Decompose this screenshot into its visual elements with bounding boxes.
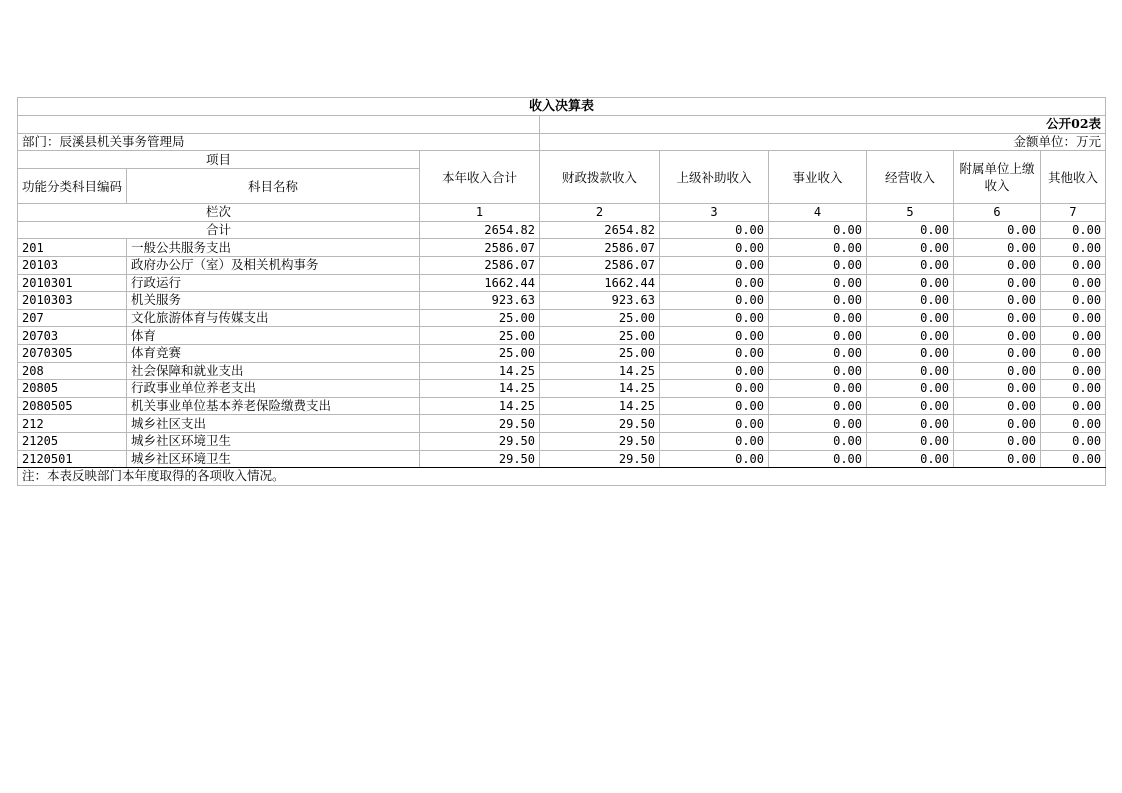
row-value: 14.25: [420, 362, 540, 380]
column-number: 1: [420, 204, 540, 222]
row-code: 208: [18, 362, 127, 380]
row-value: 2586.07: [420, 256, 540, 274]
table-row: [18, 327, 1106, 345]
table-row: [18, 309, 1106, 327]
total-value: 2654.82: [420, 221, 540, 239]
row-value: 0.00: [1041, 432, 1106, 450]
row-value: 0.00: [769, 239, 867, 257]
table-row: [18, 274, 1106, 292]
table-row: [18, 380, 1106, 398]
row-value: 0.00: [660, 397, 769, 415]
row-name: 体育竞赛: [127, 344, 420, 362]
row-value: 0.00: [954, 292, 1041, 310]
row-code: 207: [18, 309, 127, 327]
column-number: 2: [540, 204, 660, 222]
row-code: 2080505: [18, 397, 127, 415]
row-value: 1662.44: [420, 274, 540, 292]
row-value: 14.25: [420, 380, 540, 398]
row-value: 0.00: [769, 327, 867, 345]
row-value: 923.63: [540, 292, 660, 310]
row-code: 201: [18, 239, 127, 257]
column-number: 3: [660, 204, 769, 222]
row-value: 0.00: [660, 256, 769, 274]
row-code: 2010301: [18, 274, 127, 292]
table-row: [18, 344, 1106, 362]
row-value: 0.00: [954, 327, 1041, 345]
column-number: 4: [769, 204, 867, 222]
row-value: 0.00: [954, 415, 1041, 433]
row-value: 0.00: [769, 450, 867, 468]
row-value: 0.00: [954, 309, 1041, 327]
header-col5: 经营收入: [867, 151, 954, 204]
row-value: 0.00: [1041, 327, 1106, 345]
row-name: 体育: [127, 327, 420, 345]
row-name: 政府办公厅（室）及相关机构事务: [127, 256, 420, 274]
row-value: 25.00: [420, 344, 540, 362]
row-value: 923.63: [420, 292, 540, 310]
row-value: 0.00: [769, 256, 867, 274]
row-value: 0.00: [954, 362, 1041, 380]
row-value: 0.00: [1041, 256, 1106, 274]
row-value: 14.25: [540, 362, 660, 380]
row-value: 0.00: [867, 309, 954, 327]
header-col1: 本年收入合计: [420, 151, 540, 204]
total-label: 合计: [18, 221, 420, 239]
row-value: 0.00: [867, 450, 954, 468]
row-value: 0.00: [660, 274, 769, 292]
row-value: 0.00: [660, 309, 769, 327]
row-value: 0.00: [867, 274, 954, 292]
row-value: 25.00: [420, 327, 540, 345]
row-value: 0.00: [867, 415, 954, 433]
total-value: 0.00: [867, 221, 954, 239]
row-value: 0.00: [660, 415, 769, 433]
row-name: 行政运行: [127, 274, 420, 292]
row-code: 20805: [18, 380, 127, 398]
row-value: 0.00: [867, 432, 954, 450]
row-value: 0.00: [1041, 415, 1106, 433]
row-value: 0.00: [867, 344, 954, 362]
row-value: 0.00: [867, 239, 954, 257]
form-code: 公开02表: [540, 116, 1106, 134]
table-row: [18, 450, 1106, 468]
row-name: 文化旅游体育与传媒支出: [127, 309, 420, 327]
column-index-label: 栏次: [18, 204, 420, 222]
row-name: 城乡社区支出: [127, 415, 420, 433]
row-value: 25.00: [540, 344, 660, 362]
row-value: 0.00: [660, 327, 769, 345]
row-code: 20103: [18, 256, 127, 274]
row-value: 0.00: [867, 327, 954, 345]
row-value: 14.25: [420, 397, 540, 415]
blank-cell: [18, 116, 540, 134]
row-value: 0.00: [954, 432, 1041, 450]
row-value: 0.00: [954, 256, 1041, 274]
row-value: 14.25: [540, 397, 660, 415]
row-code: 2120501: [18, 450, 127, 468]
row-name: 机关事业单位基本养老保险缴费支出: [127, 397, 420, 415]
row-value: 0.00: [1041, 450, 1106, 468]
row-name: 行政事业单位养老支出: [127, 380, 420, 398]
row-value: 0.00: [954, 239, 1041, 257]
row-value: 0.00: [1041, 239, 1106, 257]
header-name: 科目名称: [127, 169, 420, 204]
row-name: 机关服务: [127, 292, 420, 310]
row-value: 0.00: [1041, 344, 1106, 362]
row-value: 0.00: [954, 274, 1041, 292]
table-row: [18, 292, 1106, 310]
row-value: 0.00: [660, 344, 769, 362]
row-value: 29.50: [420, 450, 540, 468]
row-value: 0.00: [1041, 362, 1106, 380]
row-value: 0.00: [769, 292, 867, 310]
header-col7: 其他收入: [1041, 151, 1106, 204]
row-value: 0.00: [867, 292, 954, 310]
row-value: 25.00: [540, 309, 660, 327]
row-value: 25.00: [420, 309, 540, 327]
row-value: 0.00: [769, 362, 867, 380]
row-value: 0.00: [954, 344, 1041, 362]
row-value: 0.00: [769, 380, 867, 398]
department-label: 部门：辰溪县机关事务管理局: [18, 133, 540, 151]
header-col3: 上级补助收入: [660, 151, 769, 204]
row-name: 一般公共服务支出: [127, 239, 420, 257]
table-row: [18, 432, 1106, 450]
row-value: 0.00: [954, 397, 1041, 415]
row-value: 0.00: [660, 380, 769, 398]
row-value: 0.00: [660, 239, 769, 257]
row-value: 29.50: [540, 415, 660, 433]
row-value: 0.00: [867, 397, 954, 415]
row-value: 0.00: [1041, 292, 1106, 310]
row-name: 社会保障和就业支出: [127, 362, 420, 380]
row-value: 0.00: [867, 380, 954, 398]
header-col2: 财政拨款收入: [540, 151, 660, 204]
column-number: 5: [867, 204, 954, 222]
row-value: 0.00: [769, 344, 867, 362]
total-value: 0.00: [1041, 221, 1106, 239]
header-col4: 事业收入: [769, 151, 867, 204]
row-value: 1662.44: [540, 274, 660, 292]
row-value: 0.00: [769, 432, 867, 450]
table-row: [18, 415, 1106, 433]
row-code: 20703: [18, 327, 127, 345]
header-project: 项目: [18, 151, 420, 169]
row-value: 0.00: [660, 292, 769, 310]
row-value: 0.00: [867, 256, 954, 274]
table-row: [18, 239, 1106, 257]
row-value: 0.00: [1041, 380, 1106, 398]
row-value: 0.00: [1041, 274, 1106, 292]
table-row: [18, 362, 1106, 380]
row-code: 21205: [18, 432, 127, 450]
row-value: 0.00: [954, 450, 1041, 468]
unit-label: 金额单位：万元: [540, 133, 1106, 151]
row-value: 29.50: [540, 450, 660, 468]
column-number: 6: [954, 204, 1041, 222]
total-value: 0.00: [769, 221, 867, 239]
column-number: 7: [1041, 204, 1106, 222]
row-value: 0.00: [660, 362, 769, 380]
row-value: 0.00: [769, 274, 867, 292]
header-col6: 附属单位上缴收入: [954, 151, 1041, 204]
row-value: 2586.07: [540, 256, 660, 274]
row-value: 0.00: [660, 432, 769, 450]
row-value: 2586.07: [540, 239, 660, 257]
table-title: 收入决算表: [18, 98, 1106, 116]
row-value: 0.00: [1041, 309, 1106, 327]
row-value: 2586.07: [420, 239, 540, 257]
row-code: 2010303: [18, 292, 127, 310]
row-value: 0.00: [1041, 397, 1106, 415]
row-value: 0.00: [660, 450, 769, 468]
table-row: [18, 256, 1106, 274]
row-value: 0.00: [769, 415, 867, 433]
income-statement-table: [17, 97, 1106, 486]
row-value: 29.50: [420, 432, 540, 450]
table-note: 注：本表反映部门本年度取得的各项收入情况。: [18, 468, 1106, 486]
total-value: 2654.82: [540, 221, 660, 239]
total-value: 0.00: [660, 221, 769, 239]
total-value: 0.00: [954, 221, 1041, 239]
row-code: 2070305: [18, 344, 127, 362]
header-code: 功能分类科目编码: [18, 169, 127, 204]
row-value: 0.00: [867, 362, 954, 380]
row-value: 29.50: [540, 432, 660, 450]
row-name: 城乡社区环境卫生: [127, 450, 420, 468]
row-value: 0.00: [769, 397, 867, 415]
row-code: 212: [18, 415, 127, 433]
row-name: 城乡社区环境卫生: [127, 432, 420, 450]
row-value: 0.00: [769, 309, 867, 327]
row-value: 25.00: [540, 327, 660, 345]
row-value: 14.25: [540, 380, 660, 398]
table-row: [18, 397, 1106, 415]
row-value: 29.50: [420, 415, 540, 433]
row-value: 0.00: [954, 380, 1041, 398]
